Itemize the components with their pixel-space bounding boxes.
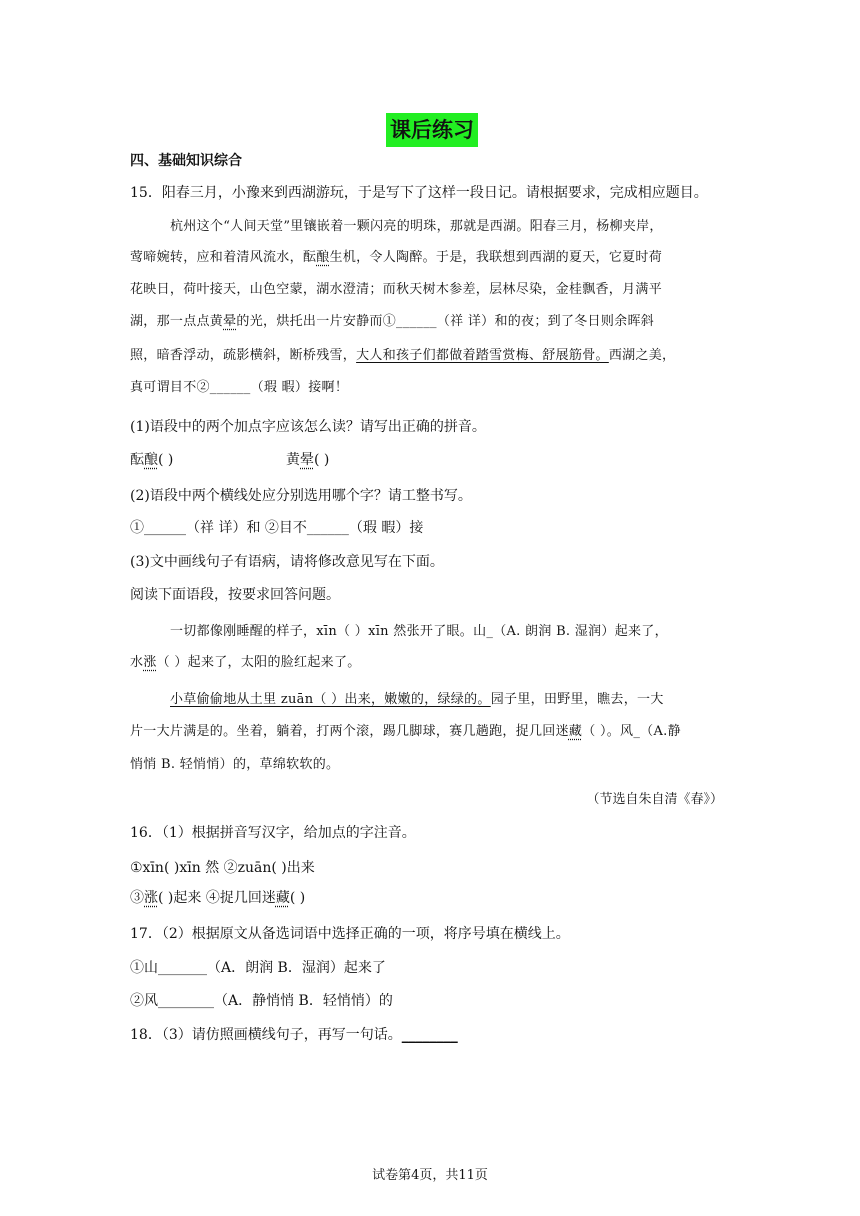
passage-p2-line-1: 小草偷偷地从土里 zuān（ ）出来，嫩嫩的，绿绿的。园子里，田野里，瞧去，一大	[170, 692, 664, 707]
underlined-sentence: 小草偷偷地从土里 zuān（ ）出来，嫩嫩的，绿绿的。	[170, 692, 491, 707]
passage-p2-line-2: 片一大片满是的。坐着，躺着，打两个滚，踢几脚球，赛几趟跑，捉几回迷藏（ ）。风_（A.静	[130, 724, 681, 739]
q17-row-1: ①山_______（A．朗润 B．湿润）起来了	[130, 960, 386, 976]
page-footer: 试卷第4页，共11页	[372, 1168, 488, 1183]
diary-line-2: 莺啼婉转，应和着清风流水，酝酿生机，令人陶醉。于是，我联想到西湖的夏天，它夏时荷	[130, 250, 663, 265]
diary-line-6: 真可谓目不②______（瑕 暇）接啊！	[130, 380, 349, 395]
reading-intro: 阅读下面语段，按要求回答问题。	[130, 587, 340, 603]
q17-row-2: ②风________（A．静悄悄 B．轻悄悄）的	[130, 993, 393, 1009]
underlined-sentence: 大人和孩子们都做着踏雪赏梅、舒展筋骨。	[356, 348, 609, 363]
page-title: 课后练习	[386, 113, 478, 147]
passage-p2-line-3: 悄悄 B. 轻悄悄）的，草绵软软的。	[130, 757, 340, 772]
section-heading: 四、基础知识综合	[130, 153, 242, 169]
passage-p1-line-1: 一切都像刚睡醒的样子，xīn（ ）xīn 然张开了眼。山_（A. 朗润 B. 湿润）起来了，	[170, 624, 668, 639]
passage-source: （节选自朱自清《春》）	[586, 792, 723, 807]
q15-2-prompt: (2)语段中两个横线处应分别选用哪个字？请工整书写。	[130, 488, 472, 504]
diary-line-1: 杭州这个“人间天堂”里镶嵌着一颗闪亮的明珠，那就是西湖。阳春三月，杨柳夹岸，	[170, 219, 663, 234]
diary-line-4: 湖，那一点点黄晕的光，烘托出一片安静而①______（祥 详）和的夜；到了冬日则余晖斜	[130, 314, 655, 329]
q16-row-2: ③涨( )起来 ④捉几回迷藏( )	[130, 890, 306, 906]
q15-intro: 15．阳春三月，小豫来到西湖游玩，于是写下了这样一段日记。请根据要求，完成相应题目。	[130, 185, 708, 201]
passage-p1-line-2: 水涨（ ）起来了，太阳的脸红起来了。	[130, 655, 361, 670]
q15-2-answer-line: ①______（祥 详）和 ②目不______（瑕 暇）接	[130, 520, 424, 536]
q17-prompt: 17．（2）根据原文从备选词语中选择正确的一项，将序号填在横线上。	[130, 926, 570, 942]
q15-1-answer-b: 黄晕( )	[286, 452, 330, 468]
q18-prompt: 18．（3）请仿照画横线句子，再写一句话。________	[130, 1027, 458, 1043]
q15-1-prompt: (1)语段中的两个加点字应该怎么读？请写出正确的拼音。	[130, 419, 486, 435]
answer-blank: ________	[401, 1027, 458, 1043]
diary-line-3: 花映日，荷叶接天，山色空蒙，湖水澄清；而秋天树木参差，层林尽染，金桂飘香，月满平	[130, 282, 663, 297]
q15-3-prompt: (3)文中画线句子有语病，请将修改意见写在下面。	[130, 554, 444, 570]
q15-1-answer-a: 酝酿( )	[130, 452, 174, 468]
q16-prompt: 16．（1）根据拼音写汉字，给加点的字注音。	[130, 825, 416, 841]
q16-row-1: ①xīn( )xīn 然 ②zuān( )出来	[130, 860, 315, 876]
diary-line-5: 照，暗香浮动，疏影横斜，断桥残雪，大人和孩子们都做着踏雪赏梅、舒展筋骨。西湖之美，	[130, 348, 676, 363]
